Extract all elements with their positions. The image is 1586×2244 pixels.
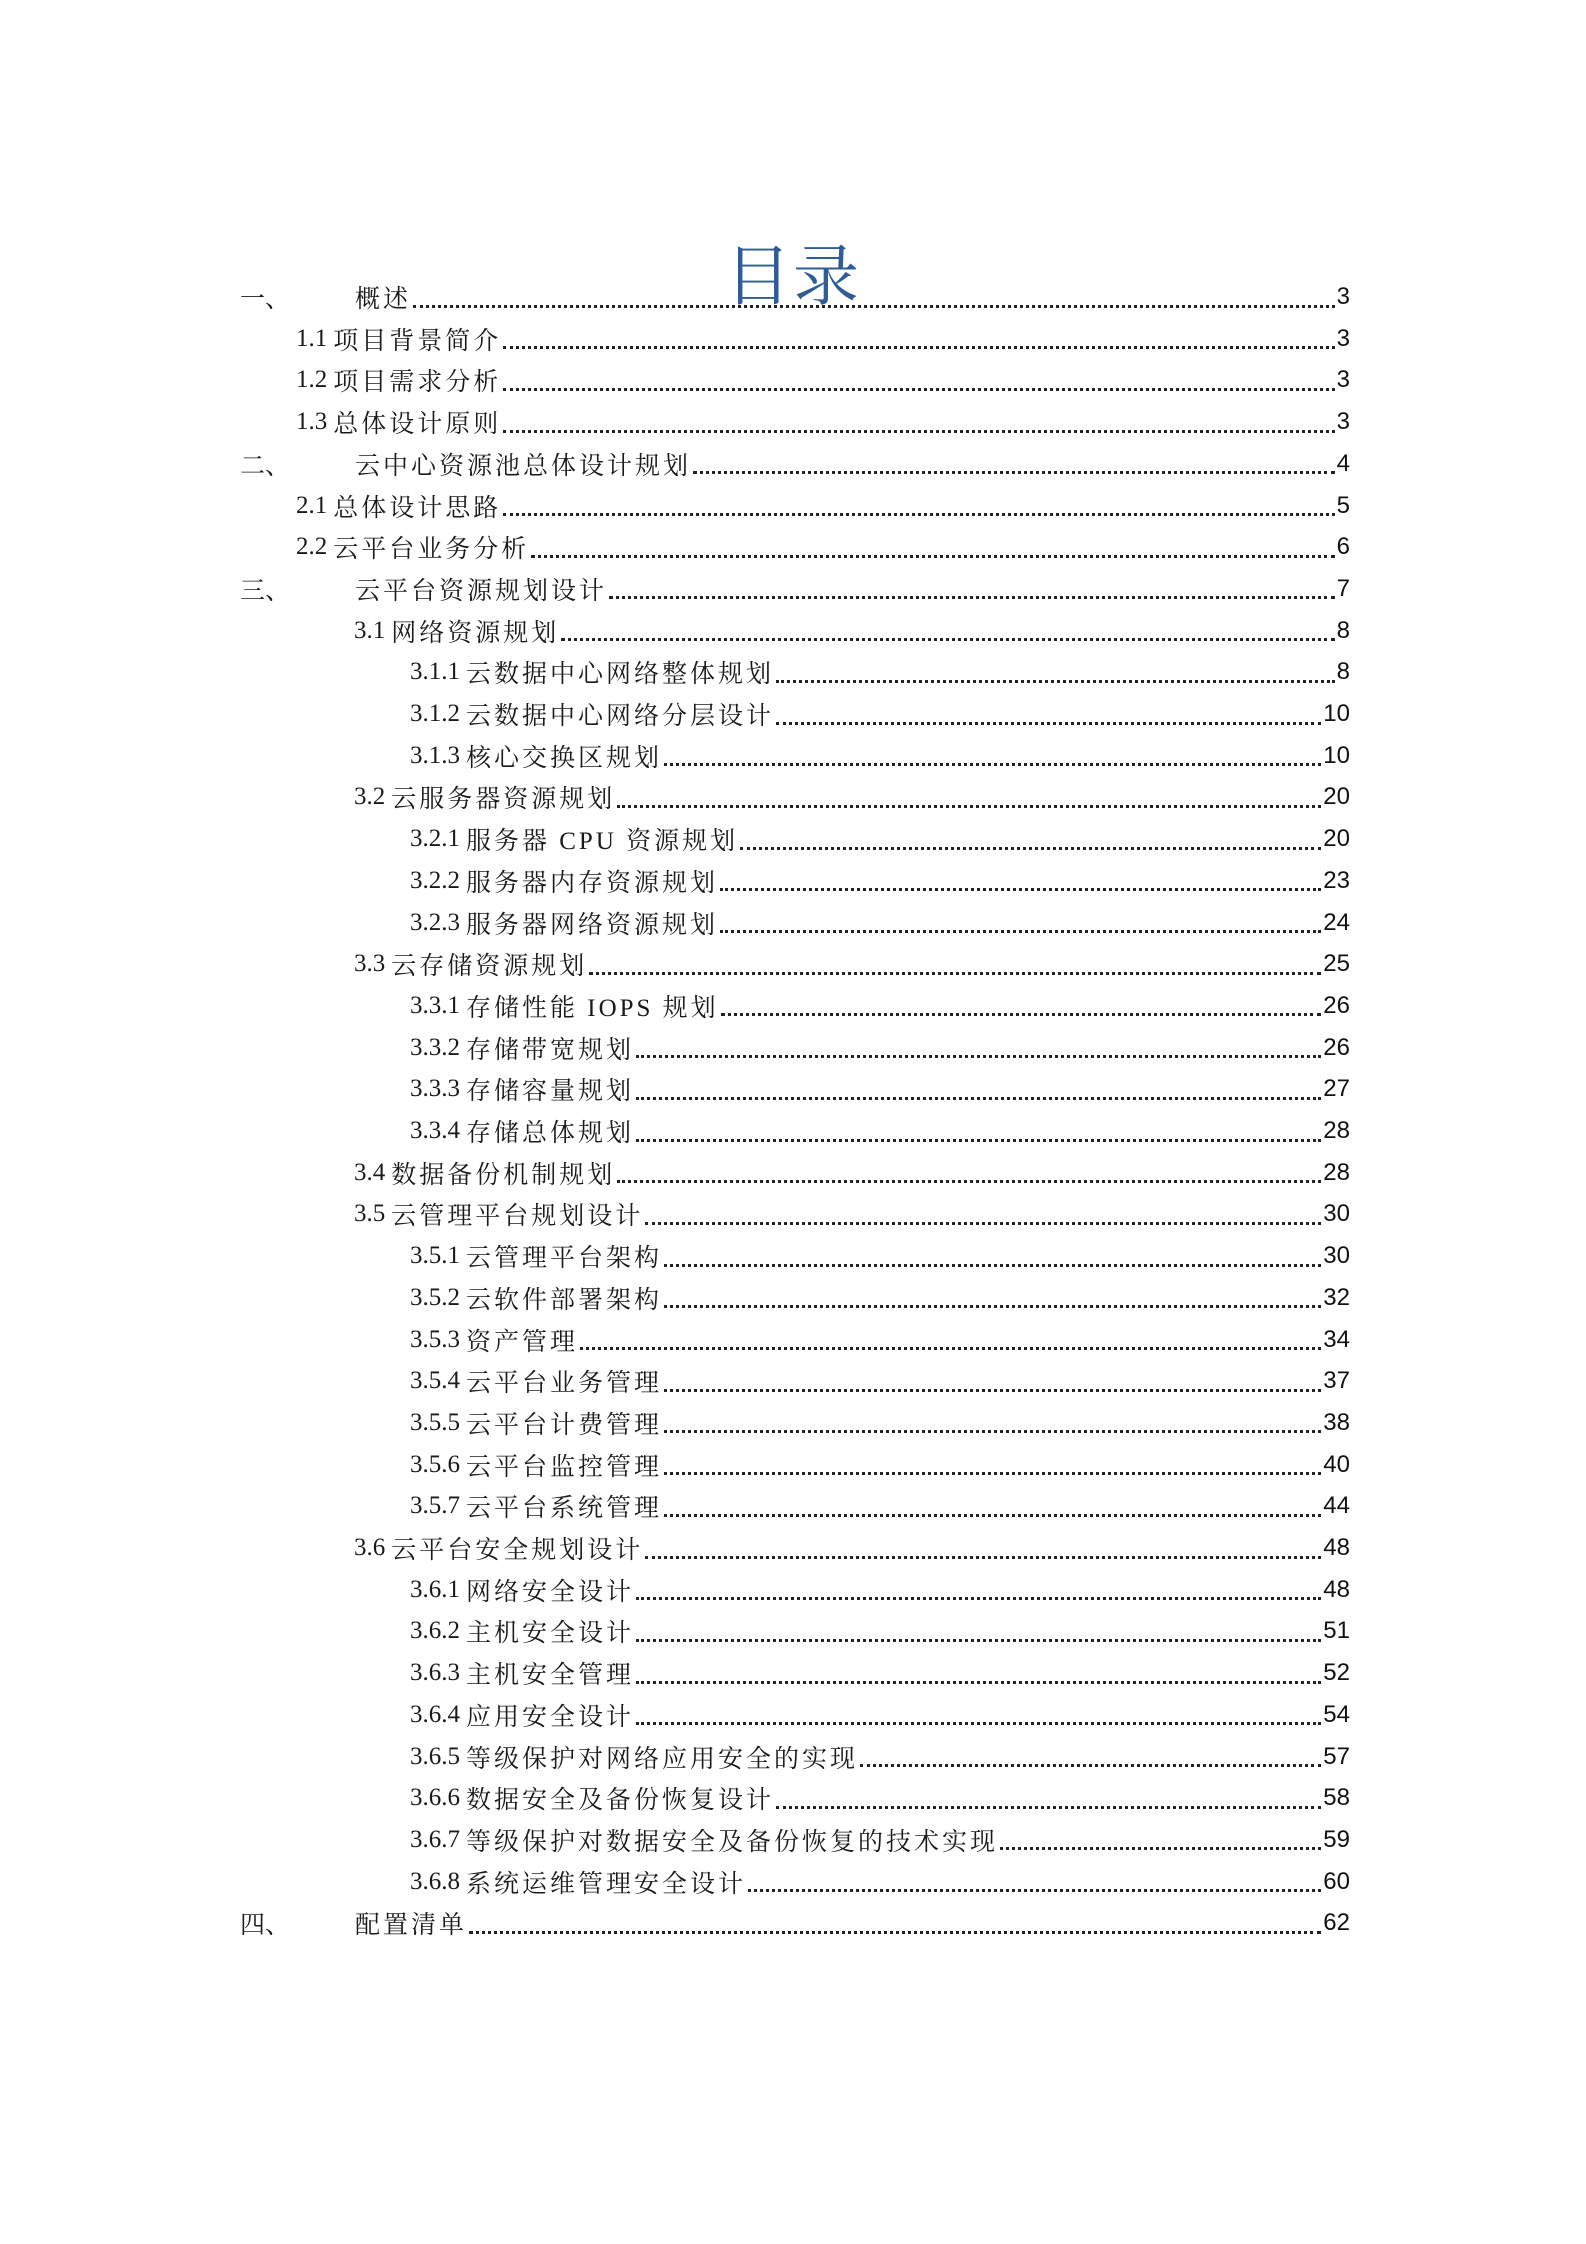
toc-entry-number: 3.3.4 <box>410 1117 460 1144</box>
toc-entry-number: 3.2.3 <box>410 908 460 936</box>
toc-entry-number: 3.6.6 <box>410 1784 460 1812</box>
toc-entry[interactable] <box>410 1610 1350 1652</box>
toc-entry[interactable] <box>354 1527 1350 1569</box>
toc-entry-title[interactable]: 项目需求分析 <box>333 369 502 397</box>
toc-entry-title[interactable]: 云数据中心网络整体规划 <box>466 661 775 689</box>
toc-entry-number: 3.1.3 <box>410 741 460 769</box>
toc-entry-page-number[interactable]: 3 <box>1336 366 1350 394</box>
toc-entry-title[interactable]: 主机安全设计 <box>466 1620 635 1648</box>
toc-entry[interactable] <box>410 1402 1350 1444</box>
toc-entry[interactable] <box>410 985 1350 1027</box>
toc-entry-number: 1.3 <box>296 408 328 436</box>
toc-entry-number: 3.4 <box>354 1158 386 1186</box>
toc-entry[interactable] <box>410 1861 1350 1903</box>
toc-entry-title[interactable]: 网络安全设计 <box>466 1578 635 1606</box>
toc-entry-page-number[interactable]: 4 <box>1336 449 1350 477</box>
toc-entry[interactable] <box>410 1110 1350 1152</box>
toc-entry-title[interactable]: 云平台资源规划设计 <box>355 577 608 605</box>
toc-entry-number: 四、 <box>240 1912 291 1940</box>
toc-entry-title[interactable]: 云管理平台规划设计 <box>391 1203 644 1231</box>
toc-entry-title[interactable]: 云平台计费管理 <box>466 1411 663 1439</box>
toc-entry-page-number[interactable]: 5 <box>1336 491 1350 519</box>
dot-leader <box>413 305 1335 308</box>
toc-entry-page-number[interactable]: 10 <box>1323 741 1350 769</box>
toc-entry-title[interactable]: 云管理平台架构 <box>466 1245 663 1273</box>
dot-leader <box>721 1013 1322 1016</box>
toc-entry-number: 3.2.2 <box>410 866 460 894</box>
toc-entry-title[interactable]: 等级保护对网络应用安全的实现 <box>466 1745 859 1773</box>
dot-leader <box>609 596 1335 599</box>
toc-entry-page-number[interactable]: 60 <box>1323 1867 1350 1895</box>
toc-entry-page-number[interactable]: 20 <box>1323 825 1350 853</box>
toc-entry-page-number[interactable]: 52 <box>1323 1659 1350 1687</box>
toc-entry-number: 3.5.4 <box>410 1367 460 1395</box>
toc-entry[interactable] <box>410 651 1350 693</box>
toc-entry-page-number[interactable]: 51 <box>1323 1617 1350 1645</box>
toc-entry-title[interactable]: 服务器 CPU 资源规划 <box>466 828 739 856</box>
toc-entry[interactable] <box>410 1569 1350 1611</box>
toc-title: 目录 <box>725 238 861 316</box>
dot-leader <box>589 972 1321 975</box>
dot-leader <box>617 805 1321 808</box>
toc-entry-number: 3.5.2 <box>410 1283 460 1311</box>
toc-entry-page-number[interactable]: 34 <box>1323 1325 1350 1353</box>
dot-leader <box>664 1430 1321 1433</box>
toc-entry-number: 二、 <box>240 452 291 480</box>
toc-entry[interactable] <box>410 1819 1350 1861</box>
dot-leader <box>720 888 1321 891</box>
toc-entry-page-number[interactable]: 7 <box>1336 574 1350 602</box>
toc-entry-page-number[interactable]: 38 <box>1323 1408 1350 1436</box>
toc-entry-number: 3.2 <box>354 783 386 811</box>
toc-entry[interactable] <box>354 943 1350 985</box>
toc-entry-page-number[interactable]: 57 <box>1323 1742 1350 1770</box>
dot-leader <box>664 1305 1321 1308</box>
toc-entry-title[interactable]: 系统运维管理安全设计 <box>466 1870 747 1898</box>
toc-entry-title[interactable]: 云平台监控管理 <box>466 1453 663 1481</box>
toc-entry-page-number[interactable]: 54 <box>1323 1700 1350 1728</box>
toc-entry-title[interactable]: 存储性能 IOPS 规划 <box>466 994 719 1022</box>
toc-entry[interactable] <box>410 1319 1350 1361</box>
toc-entry-page-number[interactable]: 40 <box>1323 1450 1350 1478</box>
dot-leader <box>645 1222 1321 1225</box>
toc-entry-page-number[interactable]: 8 <box>1336 616 1350 644</box>
toc-entry-page-number[interactable]: 3 <box>1336 408 1350 436</box>
toc-entry-title[interactable]: 存储总体规划 <box>466 1120 635 1147</box>
toc-entry-number: 3.1 <box>354 616 386 644</box>
toc-entry[interactable] <box>410 1485 1350 1527</box>
dot-leader <box>664 1264 1321 1267</box>
toc-entry-page-number[interactable]: 27 <box>1323 1075 1350 1103</box>
toc-entry-page-number[interactable]: 10 <box>1323 700 1350 727</box>
toc-entry[interactable] <box>410 1777 1350 1819</box>
toc-entry[interactable] <box>410 735 1350 777</box>
toc-entry-number: 3.5.1 <box>410 1242 460 1270</box>
toc-entry[interactable] <box>410 1235 1350 1277</box>
toc-entry-number: 3.6.5 <box>410 1742 460 1770</box>
toc-entry-number: 3.5 <box>354 1200 386 1228</box>
toc-entry-title[interactable]: 云数据中心网络分层设计 <box>466 703 775 730</box>
dot-leader <box>664 1389 1321 1392</box>
toc-entry-title[interactable]: 云平台系统管理 <box>466 1495 663 1523</box>
toc-entry[interactable] <box>410 818 1350 860</box>
dot-leader <box>776 680 1335 683</box>
toc-entry[interactable] <box>410 1652 1350 1694</box>
toc-entry-number: 3.1.2 <box>410 700 460 727</box>
toc-entry[interactable] <box>296 318 1350 360</box>
toc-entry-title[interactable]: 服务器内存资源规划 <box>466 869 719 897</box>
toc-entry-title[interactable]: 概述 <box>355 286 412 313</box>
toc-entry-number: 3.3 <box>354 950 386 978</box>
toc-entry-title[interactable]: 数据安全及备份恢复设计 <box>466 1787 775 1815</box>
toc-entry-title[interactable]: 存储带宽规划 <box>466 1036 635 1064</box>
toc-entry-number: 2.2 <box>296 533 328 561</box>
toc-entry-title[interactable]: 主机安全管理 <box>466 1662 635 1690</box>
toc-entry-title[interactable]: 云平台安全规划设计 <box>391 1537 644 1564</box>
toc-entry[interactable] <box>354 1152 1350 1194</box>
dot-leader <box>664 1472 1321 1475</box>
toc-entry[interactable] <box>410 860 1350 902</box>
toc-entry-number: 3.6.8 <box>410 1867 460 1895</box>
toc-entry-number: 3.6.1 <box>410 1575 460 1603</box>
toc-entry-title[interactable]: 云平台业务管理 <box>466 1370 663 1398</box>
toc-entry-page-number[interactable]: 24 <box>1323 908 1350 936</box>
toc-entry-page-number[interactable]: 3 <box>1336 324 1350 352</box>
toc-entry[interactable] <box>410 1027 1350 1069</box>
toc-entry-title[interactable]: 核心交换区规划 <box>466 744 663 772</box>
toc-entry[interactable] <box>410 1277 1350 1319</box>
toc-entry-title[interactable]: 总体设计思路 <box>333 494 502 522</box>
toc-entry-page-number[interactable]: 30 <box>1323 1200 1350 1228</box>
toc-entry[interactable] <box>410 693 1350 735</box>
dot-leader <box>503 346 1334 349</box>
toc-entry[interactable] <box>410 1444 1350 1486</box>
toc-entry[interactable] <box>410 1360 1350 1402</box>
toc-entry-title[interactable]: 总体设计原则 <box>333 411 502 439</box>
dot-leader <box>503 430 1334 433</box>
dot-leader <box>664 763 1321 766</box>
toc-entry-title[interactable]: 网络资源规划 <box>391 619 560 647</box>
dot-leader <box>503 513 1334 516</box>
toc-entry-page-number[interactable]: 25 <box>1323 950 1350 978</box>
toc-entry-page-number[interactable]: 28 <box>1323 1158 1350 1186</box>
toc-entry-number: 3.3.1 <box>410 991 460 1019</box>
toc-entry-number: 3.3.2 <box>410 1033 460 1061</box>
toc-entry-title[interactable]: 存储容量规划 <box>466 1078 635 1106</box>
dot-leader <box>617 1180 1321 1183</box>
dot-leader <box>748 1889 1321 1892</box>
toc-entry-title[interactable]: 服务器网络资源规划 <box>466 911 719 939</box>
toc-entry-title[interactable]: 应用安全设计 <box>466 1703 635 1731</box>
toc-entry-number: 3.6.7 <box>410 1825 460 1853</box>
toc-entry-page-number[interactable]: 59 <box>1323 1825 1350 1853</box>
dot-leader <box>503 388 1334 391</box>
toc-entry-title[interactable]: 云中心资源池总体设计规划 <box>355 452 692 480</box>
toc-entry-title[interactable]: 云服务器资源规划 <box>391 786 616 814</box>
toc-entry-number: 2.1 <box>296 491 328 519</box>
toc-entry-page-number[interactable]: 26 <box>1323 991 1350 1019</box>
toc-entry-page-number[interactable]: 6 <box>1336 533 1350 561</box>
toc-entry-number: 3.5.5 <box>410 1408 460 1436</box>
toc-entry-page-number[interactable]: 3 <box>1336 283 1350 310</box>
toc-entry-number: 3.5.7 <box>410 1492 460 1520</box>
toc-entry[interactable] <box>410 1736 1350 1778</box>
toc-entry[interactable] <box>296 485 1350 527</box>
toc-entry[interactable] <box>410 1068 1350 1110</box>
dot-leader <box>561 638 1334 641</box>
dot-leader <box>720 930 1321 933</box>
toc-entry-number: 一、 <box>240 286 291 313</box>
toc-entry-number: 1.2 <box>296 366 328 394</box>
toc-entry-number: 3.5.6 <box>410 1450 460 1478</box>
dot-leader <box>740 847 1321 850</box>
dot-leader <box>636 1681 1321 1684</box>
toc-entry-number: 3.5.3 <box>410 1325 460 1353</box>
dot-leader <box>776 1806 1321 1809</box>
toc-entry[interactable] <box>354 610 1350 652</box>
toc-entry-title[interactable]: 云软件部署架构 <box>466 1286 663 1314</box>
dot-leader <box>1000 1847 1321 1850</box>
dot-leader <box>636 1639 1321 1642</box>
toc-entry-title[interactable]: 云存储资源规划 <box>391 953 588 981</box>
toc-entry[interactable] <box>410 1694 1350 1736</box>
toc-entry-page-number[interactable]: 20 <box>1323 783 1350 811</box>
toc-entry-title[interactable]: 资产管理 <box>466 1328 579 1356</box>
toc-entry-number: 3.1.1 <box>410 658 460 686</box>
toc-entry-title[interactable]: 云平台业务分析 <box>333 536 530 564</box>
dot-leader <box>580 1347 1321 1350</box>
toc-entry-page-number[interactable]: 37 <box>1323 1367 1350 1395</box>
dot-leader <box>664 1514 1321 1517</box>
toc-entry-title[interactable]: 配置清单 <box>355 1912 468 1940</box>
toc-entry-page-number[interactable]: 62 <box>1323 1909 1350 1937</box>
toc-entry-title[interactable]: 项目背景简介 <box>333 327 502 355</box>
dot-leader <box>469 1931 1321 1934</box>
toc-entry[interactable] <box>240 276 1350 318</box>
toc-entry[interactable] <box>354 1193 1350 1235</box>
toc-entry-title[interactable]: 等级保护对数据安全及备份恢复的技术实现 <box>466 1828 999 1856</box>
toc-entry[interactable] <box>410 902 1350 944</box>
dot-leader <box>636 1597 1321 1600</box>
toc-entry-page-number[interactable]: 30 <box>1323 1242 1350 1270</box>
toc-entry-page-number[interactable]: 26 <box>1323 1033 1350 1061</box>
dot-leader <box>776 722 1321 725</box>
toc-entry-number: 3.6.4 <box>410 1700 460 1728</box>
dot-leader <box>693 471 1335 474</box>
toc-entry-page-number[interactable]: 32 <box>1323 1283 1350 1311</box>
dot-leader <box>636 1097 1321 1100</box>
toc-entry[interactable] <box>296 401 1350 443</box>
toc-entry[interactable] <box>354 776 1350 818</box>
toc-entry[interactable] <box>240 1902 1350 1944</box>
dot-leader <box>645 1556 1321 1559</box>
toc-entry[interactable] <box>240 568 1350 610</box>
dot-leader <box>636 1055 1321 1058</box>
toc-entry-number: 3.6 <box>354 1534 386 1561</box>
toc-entry-page-number[interactable]: 44 <box>1323 1492 1350 1520</box>
toc-entry-page-number[interactable]: 58 <box>1323 1784 1350 1812</box>
dot-leader <box>636 1139 1321 1142</box>
toc-entry-page-number[interactable]: 8 <box>1336 658 1350 686</box>
toc-entry-page-number[interactable]: 48 <box>1323 1534 1350 1561</box>
dot-leader <box>860 1764 1321 1767</box>
toc-entry-number: 三、 <box>240 577 291 605</box>
toc-entry-number: 1.1 <box>296 324 328 352</box>
toc-entry-number: 3.6.3 <box>410 1659 460 1687</box>
toc-entry-title[interactable]: 数据备份机制规划 <box>391 1161 616 1189</box>
toc-entry[interactable] <box>240 443 1350 485</box>
toc-entry-number: 3.2.1 <box>410 825 460 853</box>
toc-entry-number: 3.6.2 <box>410 1617 460 1645</box>
toc-entry-page-number[interactable]: 23 <box>1323 866 1350 894</box>
dot-leader <box>531 555 1334 558</box>
toc-entry-number: 3.3.3 <box>410 1075 460 1103</box>
toc-entry[interactable] <box>296 359 1350 401</box>
dot-leader <box>636 1722 1321 1725</box>
toc-entry-page-number[interactable]: 28 <box>1323 1117 1350 1144</box>
toc-entry[interactable] <box>296 526 1350 568</box>
toc-entry-page-number[interactable]: 48 <box>1323 1575 1350 1603</box>
